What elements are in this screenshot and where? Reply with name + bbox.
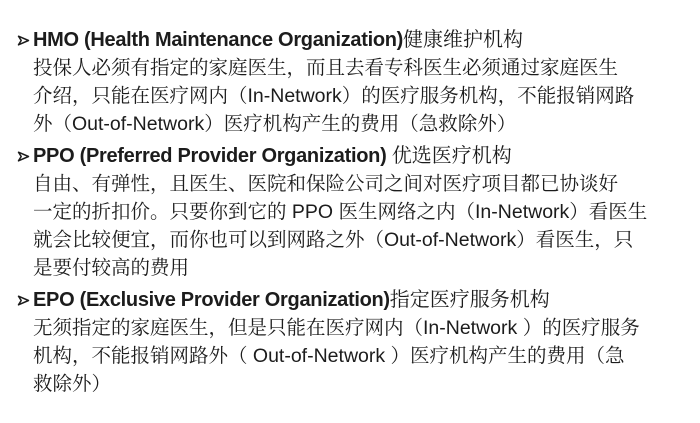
item-heading-chinese: 优选医疗机构 xyxy=(391,145,512,167)
right-arrowhead-bullet-icon xyxy=(17,286,33,314)
item-body xyxy=(33,54,682,138)
body-line: 就会比较便宜，而你也可以到网路之外（Out-of-Network）看医生，只 xyxy=(33,229,634,251)
body-line: 投保人必须有指定的家庭医生，而且去看专科医生必须通过家庭医生 xyxy=(33,57,619,79)
body-line: 无须指定的家庭医生，但是只能在医疗网内（In-Network ）的医疗服务 xyxy=(33,317,640,339)
bullet-item-hmo xyxy=(17,26,682,138)
body-line: 自由、有弹性，且医生、医院和保险公司之间对医疗项目都已协谈好 xyxy=(33,173,619,195)
item-heading-chinese: 健康维护机构 xyxy=(403,29,524,51)
bullet-item-epo xyxy=(17,286,682,398)
body-line: 救除外） xyxy=(33,373,112,395)
item-heading-english: HMO (Health Maintenance Organization) xyxy=(33,29,404,51)
item-heading-chinese: 指定医疗服务机构 xyxy=(389,289,550,311)
item-body xyxy=(33,170,682,282)
body-line: 介绍，只能在医疗网内（In-Network）的医疗服务机构，不能报销网路 xyxy=(33,85,635,107)
item-heading-english: EPO (Exclusive Provider Organization) xyxy=(33,289,390,311)
right-arrowhead-bullet-icon xyxy=(17,26,33,54)
body-line: 机构，不能报销网路外（ Out-of-Network ）医疗机构产生的费用（急 xyxy=(33,345,625,367)
bullet-item-ppo xyxy=(17,142,682,282)
right-arrowhead-bullet-icon xyxy=(17,142,33,170)
item-heading-row xyxy=(17,286,682,314)
item-heading-english: PPO (Preferred Provider Organization) xyxy=(33,145,392,167)
item-heading xyxy=(33,26,523,54)
body-line: 外（Out-of-Network）医疗机构产生的费用（急救除外） xyxy=(33,113,517,135)
item-heading-row xyxy=(17,142,682,170)
item-heading-row xyxy=(17,26,682,54)
body-line: 一定的折扣价。只要你到它的 PPO 医生网络之内（In-Network）看医生 xyxy=(33,201,648,223)
body-line: 是要付较高的费用 xyxy=(33,257,190,279)
item-body xyxy=(33,314,682,398)
item-heading xyxy=(33,286,550,314)
item-heading xyxy=(33,142,512,170)
